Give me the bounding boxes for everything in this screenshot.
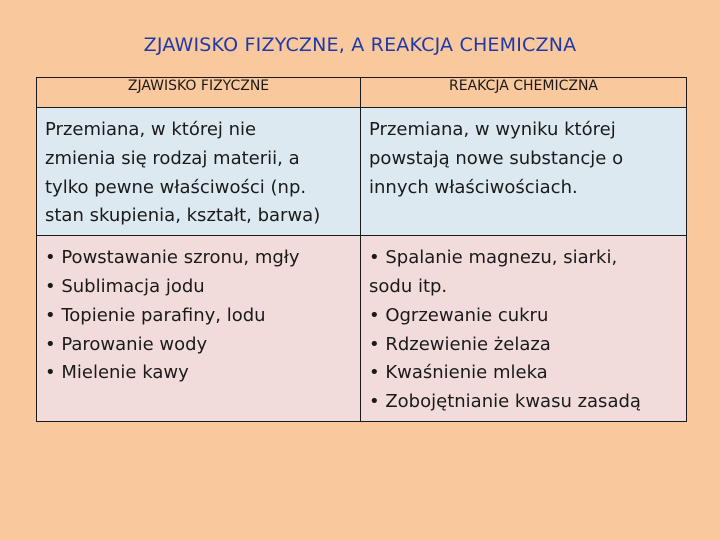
header-chemical: REAKCJA CHEMICZNA <box>361 78 687 108</box>
example-physical-item: • Topienie parafiny, lodu <box>45 304 266 326</box>
examples-physical-cell <box>37 236 361 422</box>
example-chemical-item: • Rdzewienie żelaza <box>369 333 551 355</box>
definition-physical-line: Przemiana, w której nie <box>45 119 257 140</box>
definition-chemical-line: powstają nowe substancje o <box>369 147 624 169</box>
header-physical: ZJAWISKO FIZYCZNE <box>37 78 361 108</box>
example-physical-item: • Mielenie kawy <box>45 362 189 384</box>
example-physical-item: • Powstawanie szronu, mgły <box>45 247 300 269</box>
example-physical-item: • Sublimacja jodu <box>45 275 205 297</box>
definition-physical-line: stan skupienia, kształt, barwa) <box>45 205 321 227</box>
example-physical-item: • Parowanie wody <box>45 333 208 355</box>
example-chemical-item: sodu itp. <box>369 275 448 297</box>
example-chemical-item: • Spalanie magnezu, siarki, <box>369 247 618 269</box>
header-row <box>37 78 687 108</box>
examples-row <box>37 236 687 422</box>
definition-row <box>37 108 687 236</box>
slide-title: ZJAWISKO FIZYCZNE, A REAKCJA CHEMICZNA <box>143 34 577 56</box>
example-chemical-item: • Ogrzewanie cukru <box>369 304 549 326</box>
definition-chemical-cell <box>361 108 687 236</box>
definition-physical-line: tylko pewne właściwości (np. <box>45 176 307 198</box>
example-chemical-item: • Kwaśnienie mleka <box>369 362 548 384</box>
definition-chemical-line: innych właściwościach. <box>369 176 578 198</box>
definition-chemical-line: Przemiana, w wyniku której <box>369 119 616 140</box>
examples-chemical-cell <box>361 236 687 422</box>
definition-physical-cell <box>37 108 361 236</box>
example-chemical-item: • Zobojętnianie kwasu zasadą <box>369 391 641 413</box>
definition-physical-line: zmienia się rodzaj materii, a <box>45 147 300 169</box>
comparison-table <box>36 77 687 422</box>
